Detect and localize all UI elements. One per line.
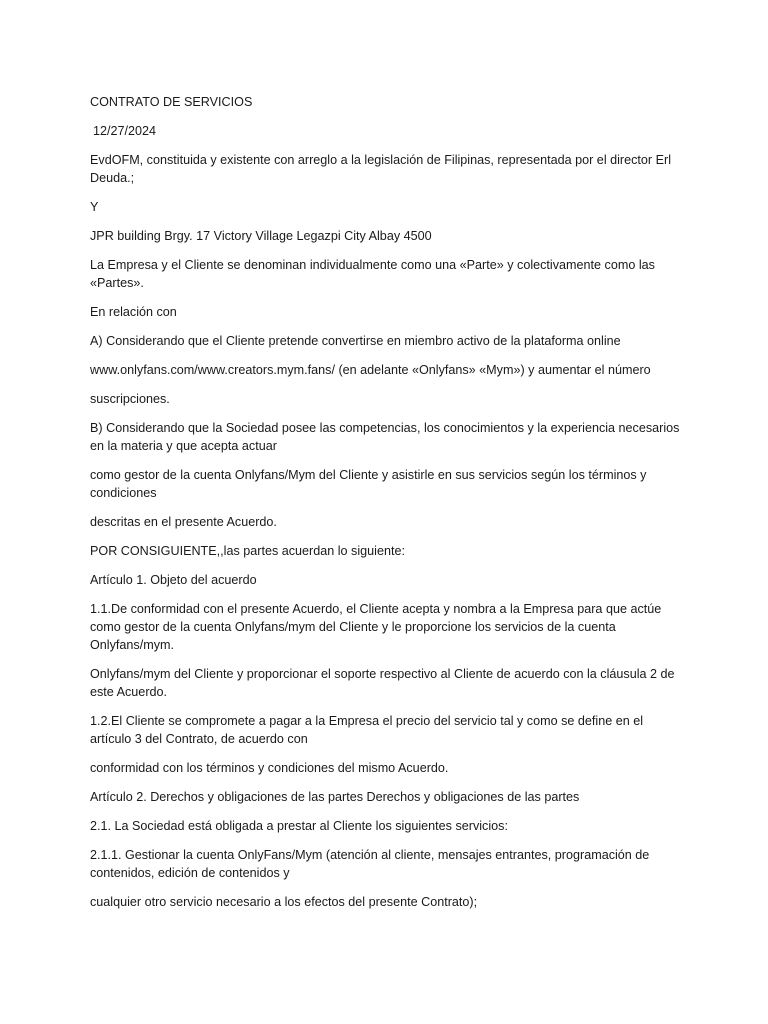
article-1-heading: Artículo 1. Objeto del acuerdo <box>90 573 257 587</box>
article-2-heading: Artículo 2. Derechos y obligaciones de las partes Derechos y obligaciones de las partes <box>90 790 580 804</box>
recitals-intro: En relación con <box>90 305 177 319</box>
clause-2-1: 2.1. La Sociedad está obligada a prestar al Cliente los siguientes servicios: <box>90 819 508 833</box>
clause-2-1-1-continued: cualquier otro servicio necesario a los efectos del presente Contrato); <box>90 895 478 909</box>
clause-1-1-continued: Onlyfans/mym del Cliente y proporcionar el soporte respectivo al Cliente de acuerdo con la cláusula 2 de este Acuerdo. <box>90 667 675 699</box>
document-title: CONTRATO DE SERVICIOS <box>90 95 253 109</box>
clause-2-1-1: 2.1.1. Gestionar la cuenta OnlyFans/Mym (atención al cliente, mensajes entrantes, programación de contenidos, edición de contenidos y <box>90 848 650 880</box>
recital-a-continued: www.onlyfans.com/www.creators.mym.fans/ (en adelante «Onlyfans» «Mym») y aumentar el número <box>90 363 651 377</box>
recital-a: A) Considerando que el Cliente pretende convertirse en miembro activo de la plataforma online <box>90 334 621 348</box>
recital-b-continued: como gestor de la cuenta Onlyfans/Mym del Cliente y asistirle en sus servicios según los términos y condiciones <box>90 468 647 500</box>
party-client-address: JPR building Brgy. 17 Victory Village Legazpi City Albay 4500 <box>90 229 432 243</box>
document-body <box>90 93 685 922</box>
party-company: EvdOFM, constituida y existente con arreglo a la legislación de Filipinas, representada por el director Erl Deuda.; <box>90 153 671 185</box>
clause-1-2: 1.2.El Cliente se compromete a pagar a la Empresa el precio del servicio tal y como se define en el artículo 3 del Contrato, de acuerdo con <box>90 714 644 746</box>
party-conjunction: Y <box>90 200 99 214</box>
recital-a-end: suscripciones. <box>90 392 170 406</box>
recital-b-end: descritas en el presente Acuerdo. <box>90 515 277 529</box>
clause-1-1: 1.1.De conformidad con el presente Acuerdo, el Cliente acepta y nombra a la Empresa para que actúe como gestor de la cuenta Onlyfans/mym del Cliente y le proporcione los servicios de la cuenta Onlyfans/mym. <box>90 602 662 652</box>
recital-b: B) Considerando que la Sociedad posee las competencias, los conocimientos y la experiencia necesarios en la materia y que acepta actuar <box>90 421 680 453</box>
clause-1-2-continued: conformidad con los términos y condiciones del mismo Acuerdo. <box>90 761 449 775</box>
parties-definition: La Empresa y el Cliente se denominan individualmente como una «Parte» y colectivamente como las «Partes». <box>90 258 655 290</box>
agreement-intro: POR CONSIGUIENTE,,las partes acuerdan lo siguiente: <box>90 544 405 558</box>
document-date: 12/27/2024 <box>93 124 157 138</box>
